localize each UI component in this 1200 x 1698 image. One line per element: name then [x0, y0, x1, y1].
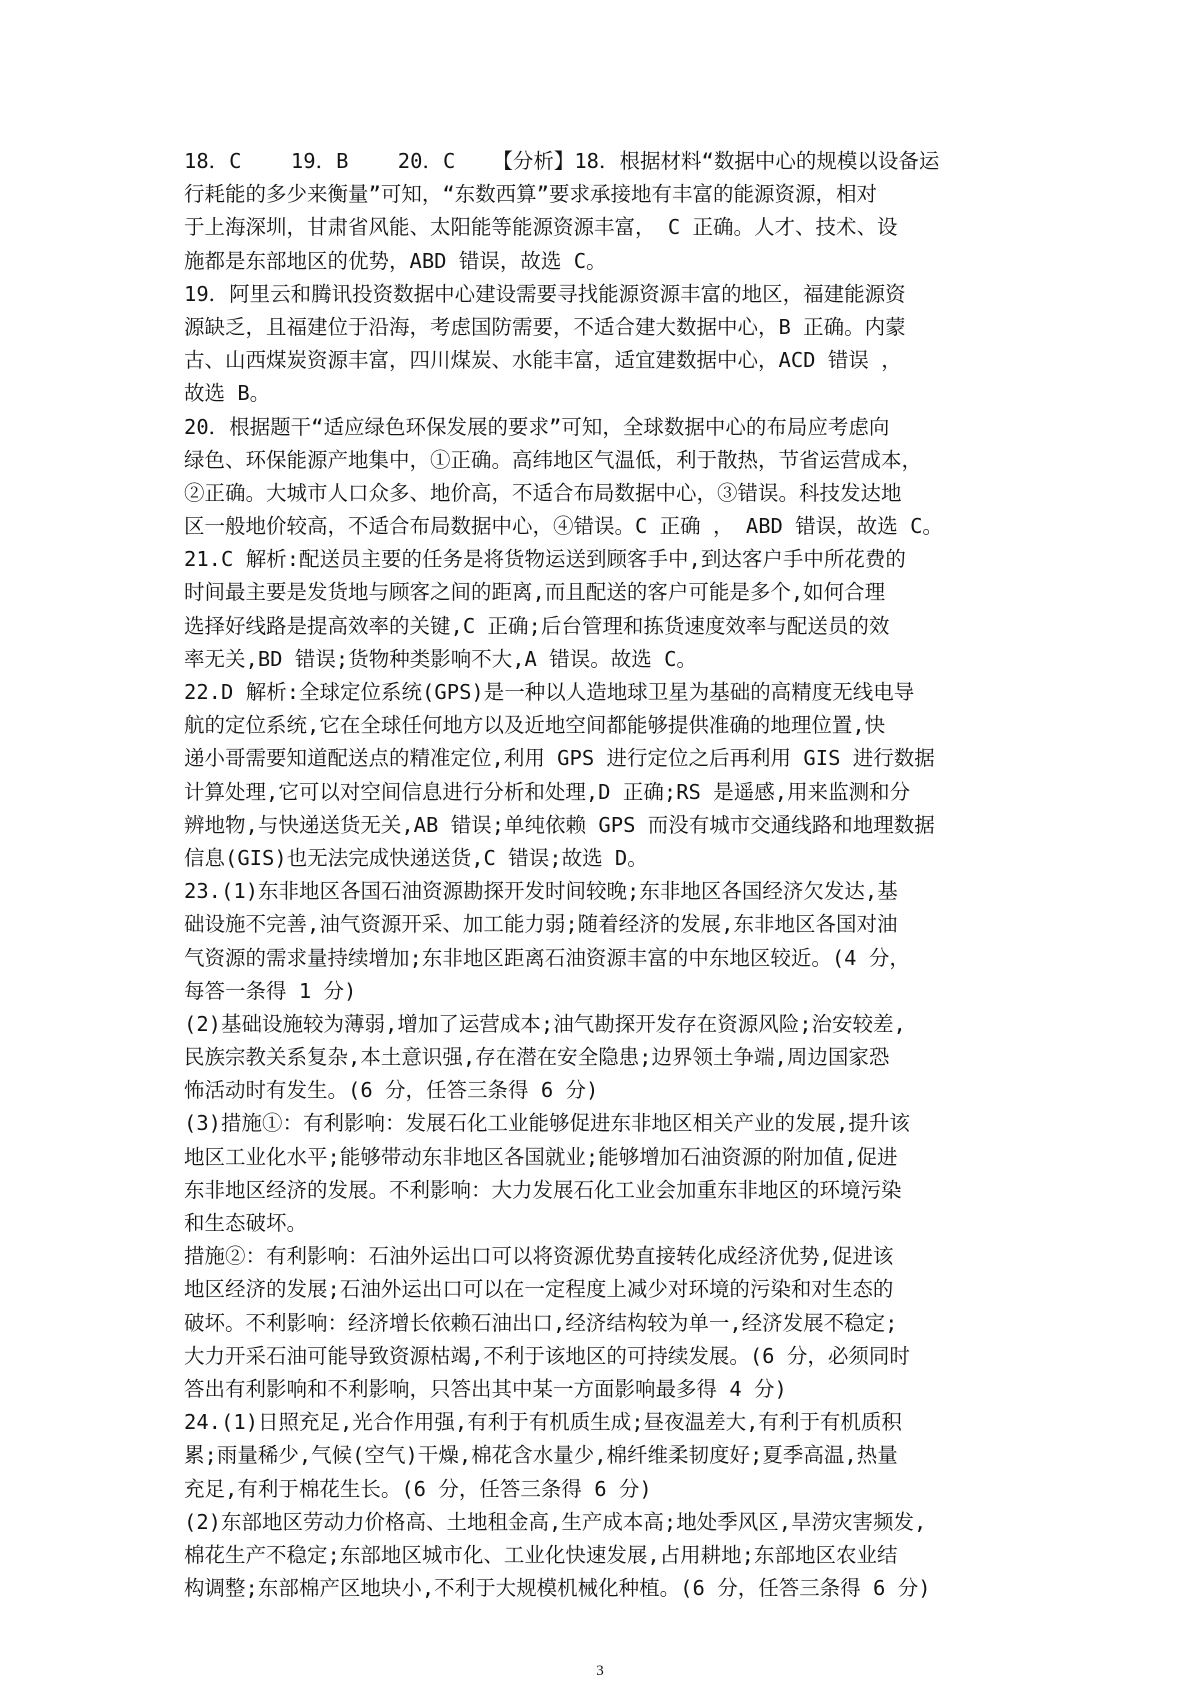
text-line: 气资源的需求量持续增加;东非地区距离石油资源丰富的中东地区较近。(4 分， [184, 945, 910, 970]
text-line: 每答一条得 1 分) [184, 978, 357, 1003]
text-line: 古、山西煤炭资源丰富，四川煤炭、水能丰富，适宜建数据中心，ACD 错误 ， [184, 348, 902, 373]
text-line: 和生态破坏。 [184, 1211, 307, 1235]
text-line: 辨地物,与快递送货无关,AB 错误;单纯依赖 GPS 而没有城市交通线路和地理数据 [184, 812, 935, 837]
text-line: 23.(1)东非地区各国石油资源勘探开发时间较晚;东非地区各国经济欠发达,基 [184, 879, 898, 904]
text-line: 措施②：有利影响：石油外运出口可以将资源优势直接转化成经济优势,促进该 [184, 1244, 894, 1269]
text-line: 源缺乏，且福建位于沿海，考虑国防需要，不适合建大数据中心，B 正确。内蒙 [184, 314, 906, 339]
text-line: 计算处理,它可以对空间信息进行分析和处理,D 正确;RS 是遥感,用来监测和分 [184, 779, 911, 804]
text-line: 递小哥需要知道配送点的精准定位,利用 GPS 进行定位之后再利用 GIS 进行数据 [184, 746, 935, 771]
text-line: (3)措施①：有利影响：发展石化工业能够促进东非地区相关产业的发展,提升该 [184, 1111, 910, 1136]
text-line: 时间最主要是发货地与顾客之间的距离,而且配送的客户可能是多个,如何合理 [184, 580, 886, 605]
text-line: 棉花生产不稳定;东部地区城市化、工业化快速发展,占用耕地;东部地区农业结 [184, 1542, 898, 1567]
text-line: 18．C 19．B 20．C 【分析】18．根据材料“数据中心的规模以设备运 [184, 149, 940, 173]
text-line: 破坏。不利影响：经济增长依赖石油出口,经济结构较为单一,经济发展不稳定; [184, 1310, 898, 1335]
text-line: 地区经济的发展;石油外运出口可以在一定程度上减少对环境的污染和对生态的 [184, 1277, 894, 1302]
text-line: 选择好线路是提高效率的关键,C 正确;后台管理和拣货速度效率与配送员的效 [184, 613, 890, 638]
text-line: 累;雨量稀少,气候(空气)干燥,棉花含水量少,棉纤维柔韧度好;夏季高温,热量 [184, 1443, 898, 1468]
text-line: (2)基础设施较为薄弱,增加了运营成本;油气勘探开发存在资源风险;治安较差, [184, 1011, 906, 1036]
text-line: 22.D 解析:全球定位系统(GPS)是一种以人造地球卫星为基础的高精度无线电导 [184, 680, 915, 704]
text-line: 施都是东部地区的优势，ABD 错误，故选 C。 [184, 248, 607, 273]
text-line: 区一般地价较高，不适合布局数据中心，④错误。C 正确 ， ABD 错误，故选 C。 [184, 514, 943, 539]
text-line: 信息(GIS)也无法完成快递送货,C 错误;故选 D。 [184, 845, 648, 870]
text-line: 20．根据题干“适应绿色环保发展的要求”可知，全球数据中心的布局应考虑向 [184, 414, 890, 439]
text-line: 故选 B。 [184, 381, 271, 406]
text-line: 行耗能的多少来衡量”可知，“东数西算”要求承接地有丰富的能源资源，相对 [184, 182, 878, 207]
text-line: 19．阿里云和腾讯投资数据中心建设需要寻找能源资源丰富的地区，福建能源资 [184, 281, 906, 306]
text-line: 地区工业化水平;能够带动东非地区各国就业;能够增加石油资源的附加值,促进 [184, 1144, 898, 1169]
text-line: 21.C 解析:配送员主要的任务是将货物运送到顾客手中,到达客户手中所花费的 [184, 547, 906, 572]
page-number: 3 [596, 1663, 604, 1679]
text-line: 构调整;东部棉产区地块小,不利于大规模机械化种植。(6 分，任答三条得 6 分) [184, 1576, 931, 1601]
text-line: 答出有利影响和不利影响，只答出其中某一方面影响最多得 4 分) [184, 1376, 787, 1401]
text-line: 率无关,BD 错误;货物种类影响不大,A 错误。故选 C。 [184, 646, 697, 671]
text-line: 东非地区经济的发展。不利影响：大力发展石化工业会加重东非地区的环境污染 [184, 1177, 902, 1202]
text-line: 航的定位系统,它在全球任何地方以及近地空间都能够提供准确的地理位置,快 [184, 713, 886, 738]
text-line: 于上海深圳，甘肃省风能、太阳能等能源资源丰富， C 正确。人才、技术、设 [184, 215, 898, 240]
text-line: 础设施不完善,油气资源开采、加工能力弱;随着经济的发展,东非地区各国对油 [184, 912, 898, 937]
text-line: 充足,有利于棉花生长。(6 分，任答三条得 6 分) [184, 1476, 652, 1501]
text-line: 绿色、环保能源产地集中，①正确。高纬地区气温低，利于散热，节省运营成本， [184, 447, 922, 472]
text-line: 大力开采石油可能导致资源枯竭,不利于该地区的可持续发展。(6 分，必须同时 [184, 1343, 910, 1368]
text-line: (2)东部地区劳动力价格高、土地租金高,生产成本高;地处季风区,旱涝灾害频发, [184, 1509, 927, 1534]
answer-text-block [184, 145, 1034, 1605]
text-line: 怖活动时有发生。(6 分，任答三条得 6 分) [184, 1078, 599, 1103]
text-line: 民族宗教关系复杂,本土意识强,存在潜在安全隐患;边界领土争端,周边国家恐 [184, 1045, 890, 1070]
text-line: 24.(1)日照充足,光合作用强,有利于有机质生成;昼夜温差大,有利于有机质积 [184, 1410, 902, 1435]
text-line: ②正确。大城市人口众多、地价高，不适合布局数据中心，③错误。科技发达地 [184, 480, 902, 505]
